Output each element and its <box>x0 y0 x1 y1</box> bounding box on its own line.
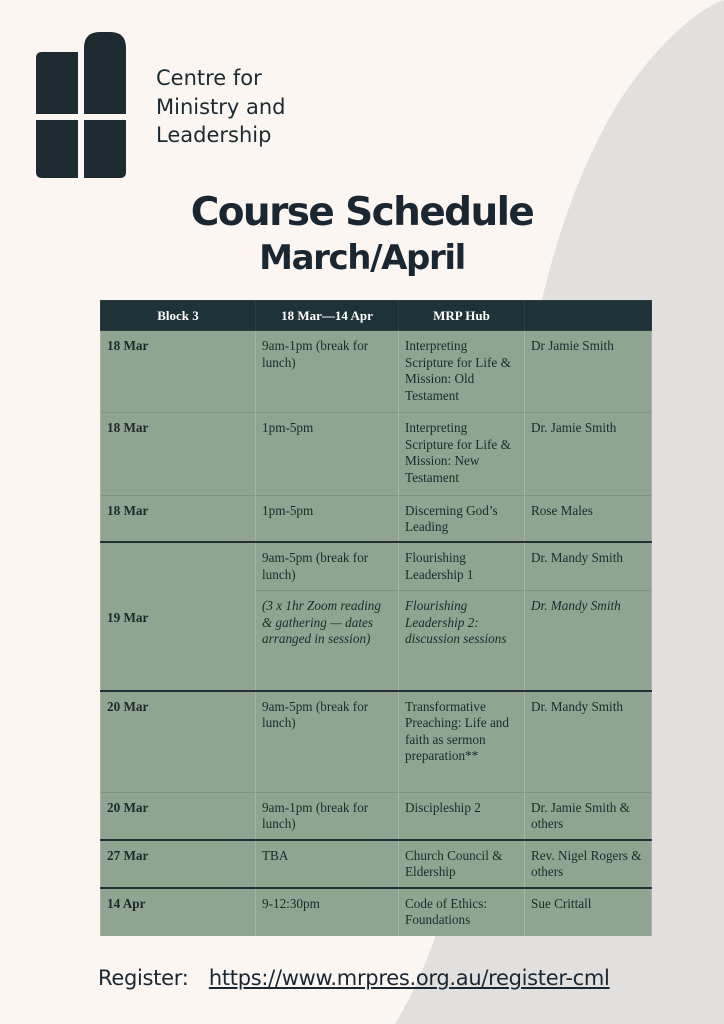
row-course: Code of Ethics: Foundations <box>399 888 525 936</box>
row-time: 9am-1pm (break for lunch) <box>256 792 399 839</box>
row-teacher: Dr. Mandy Smith <box>525 691 652 792</box>
row-time: TBA <box>256 840 399 888</box>
row-date: 20 Mar <box>101 792 256 839</box>
row-course: Flourishing Leadership 1 <box>399 542 525 590</box>
title-line-1: Course Schedule <box>190 190 534 235</box>
row-course: Transformative Preaching: Life and faith as sermon preparation** <box>399 691 525 792</box>
row-time: 9am-5pm (break for lunch) <box>256 542 399 590</box>
schedule-table <box>100 300 652 936</box>
row-course: Discerning God’s Leading <box>399 495 525 542</box>
org-name-line-1: Centre for <box>156 66 262 90</box>
row-teacher: Sue Crittall <box>525 888 652 936</box>
row-teacher: Dr. Mandy Smith <box>525 542 652 590</box>
row-time: 1pm-5pm <box>256 413 399 495</box>
register-label: Register: <box>98 966 189 990</box>
row-date: 20 Mar <box>101 691 256 792</box>
table-row <box>101 495 652 542</box>
row-time: 9am-1pm (break for lunch) <box>256 331 399 413</box>
row-course: Church Council & Eldership <box>399 840 525 888</box>
row-time: 1pm-5pm <box>256 495 399 542</box>
header-block: Block 3 <box>101 301 256 331</box>
table-row <box>101 542 652 590</box>
row-teacher: Dr. Jamie Smith <box>525 413 652 495</box>
row-date: 19 Mar <box>101 542 256 691</box>
header-venue: MRP Hub <box>399 301 525 331</box>
row-date: 27 Mar <box>101 840 256 888</box>
table-row <box>101 792 652 839</box>
header-teacher <box>525 301 652 331</box>
row-course: Flourishing Leadership 2: discussion sessions <box>399 591 525 691</box>
table-row <box>101 331 652 413</box>
table-header-row <box>101 301 652 331</box>
row-teacher: Dr Jamie Smith <box>525 331 652 413</box>
row-date: 14 Apr <box>101 888 256 936</box>
org-name-line-2: Ministry and <box>156 94 286 119</box>
row-time: (3 x 1hr Zoom reading & gathering — dates arranged in session) <box>256 591 399 691</box>
title-line-2: March/April <box>259 238 465 278</box>
header-dates: 18 Mar—14 Apr <box>256 301 399 331</box>
row-time: 9am-5pm (break for lunch) <box>256 691 399 792</box>
table-row <box>101 413 652 495</box>
row-date: 18 Mar <box>101 413 256 495</box>
table-row <box>101 888 652 936</box>
register-link[interactable]: https://www.mrpres.org.au/register-cml <box>208 966 610 990</box>
page-title <box>0 190 724 280</box>
row-course: Interpreting Scripture for Life & Mission: Old Testament <box>399 331 525 413</box>
row-course: Interpreting Scripture for Life & Mission: New Testament <box>399 413 525 495</box>
row-teacher: Dr. Mandy Smith <box>525 591 652 691</box>
table-row <box>101 691 652 792</box>
row-teacher: Rev. Nigel Rogers & others <box>525 840 652 888</box>
logo-icon <box>36 32 126 178</box>
row-time: 9-12:30pm <box>256 888 399 936</box>
row-course: Discipleship 2 <box>399 792 525 839</box>
row-date: 18 Mar <box>101 495 256 542</box>
row-teacher: Dr. Jamie Smith & others <box>525 792 652 839</box>
org-name <box>156 64 286 150</box>
row-date: 18 Mar <box>101 331 256 413</box>
row-teacher: Rose Males <box>525 495 652 542</box>
table-row <box>101 840 652 888</box>
register-line <box>98 966 610 990</box>
org-name-line-3: Leadership <box>156 123 272 147</box>
